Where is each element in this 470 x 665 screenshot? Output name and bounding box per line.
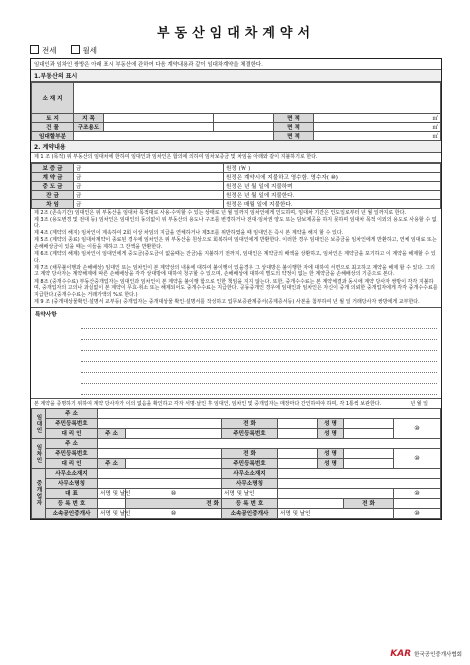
special-terms-line[interactable] [81,373,437,384]
lessor-name-label: 성 명 [318,418,344,428]
broker-reg-no-label: 등 록 번 호 [46,498,98,508]
section-property-heading: 1.부동산의 표시 [31,70,441,82]
lessee-name-label: 성 명 [318,448,344,458]
broker-office-name-label: 사무소명칭 [46,478,98,488]
balance-label: 잔 금 [32,190,74,199]
leased-part-field[interactable] [74,132,274,141]
page-title: 부동산임대차계약서 [156,26,316,41]
contract-money-field[interactable]: 금 [74,172,224,181]
seal-icon: ⑩ [394,418,441,438]
lessor-label: 임대인 [32,408,46,438]
clause-3: 제 3조 (용도변경 및 전대 등) 임차인은 임대인의 동의없이 위 부동산의 용도나 구조를 변경하거나 전대·임차권 양도 또는 담보제공을 하지 못하며 임대차 목적 이외의 용도로 사용할 수 없다. [34,216,437,230]
clause-7: 제 7조 (채무불이행과 손해배상) 임대인 또는 임차인이 본 계약상의 내용에 대하여 불이행이 있을경우 그 상대방은 불이행한 자에 대하여 서면으로 최고하고 계약을 해제 할 수 있다. 그리고 계약 당사자는 계약해제에 따른 손해배상을 각각 상대방에 대하여 청구할 수 있으며, 손해배상에 대하여 별도의 약정이 없는 한 계약금을 손해배상의 기준으로 본다. [34,264,436,278]
leased-area-field[interactable]: ㎡ [314,132,441,141]
leased-part-label: 임대할부분 [32,132,74,141]
lessee-agent-name-label: 성 명 [318,458,344,468]
middle-payment-field[interactable]: 금 [74,181,224,190]
clause-8: 제 8조 (중개수수료) 부동산중개업자는 임대인과 임차인이 본 계약을 불이행 함으로 인한 책임을 지지 않는다. 또한, 중개수수료는 본 계약체결과 동시에 계약 당사자 쌍방이 각각 지불하며, 중개업자의 고의나 과실없이 본 계약이 무효·취소 또는 해제되어도 중개수수료는 지급한다. 공동중개인 경우에 임대인과 임차인은 자신이 중개 의뢰한 중개업자에게 각각 중개수수료를 지급한다.(중개수수료는 거래가액의 %로 한다.) [34,278,438,298]
broker-office-name-field[interactable] [98,478,222,488]
seal-icon: ⑩ [394,448,441,468]
lessor-agent-label: 대 리 인 [46,428,98,438]
option-jeonse[interactable]: 전세 [30,45,57,56]
broker-assoc-label: 소속공인중개사 [46,508,98,518]
option-wolse[interactable]: 월세 [71,45,98,56]
broker-rep-sign-label: 서명 및 날인 [98,488,126,498]
lessor-address-field[interactable] [98,408,441,418]
broker-office-addr-field[interactable] [98,468,222,478]
intro-text: 임대인과 임차인 쌍방은 아래 표시 부동산에 관하여 다음 계약내용과 같이 임대차계약을 체결한다. [31,59,441,70]
clause-9: 제 9 조 (중개대상물확인·설명서 교부등) 중개업자는 중개대상물 확인·설명서를 작성하고 업무보증관계증서(공제증서등) 사본을 첨부하여 년 월 일 거래당사자 쌍방에게 교부한다. [34,298,420,305]
middle-payment-note: 원정은 년 월 일에 지불하며 [224,181,441,190]
clause-5: 제 5조 (계약의 종료) 임대차계약이 종료된 경우에 임차인은 위 부동산을 원상으로 회복하여 임대인에게 반환한다. 이러한 경우 임대인은 보증금을 임차인에게 반환하고, 연체 임대료 또는 손해배상금이 있을 때는 이들을 제하고 그 잔액을 반환한다. [34,237,437,251]
spacer-cell [214,123,274,132]
special-terms-section[interactable] [31,307,441,398]
rent-label: 차 임 [32,199,74,208]
lessee-name-field[interactable] [344,448,394,458]
lessee-agent-address-field[interactable] [126,458,222,468]
lessee-agent-name-field[interactable] [344,458,394,468]
building-area-label: 면 적 [274,123,314,132]
balance-field[interactable]: 금 [74,190,224,199]
lessor-agent-name-field[interactable] [344,428,394,438]
middle-payment-label: 중 도 금 [32,181,74,190]
jimok-field[interactable] [104,114,214,123]
lessee-address-label: 주 소 [46,438,98,448]
contract-money-note: 원정은 계약시에 지불하고 영수함. 영수자( ⑩) [224,172,441,181]
property-table [31,82,441,141]
clause-6: 제 6조 (계약의 해제) 임차인이 임대인에게 중도금(중도금이 없을때는 잔금)을 지불하기 전까지, 임대인은 계약금의 배액을 상환하고, 임차인은 계약금을 포기하고 이 계약을 해제할 수 있다. [34,251,436,264]
money-table [31,163,441,209]
contract-date[interactable]: 년 월 일 [410,400,428,407]
lessee-label: 임차인 [32,438,46,468]
seal-icon: ⑩ [126,488,222,498]
broker2-phone-label: 전 화 [344,498,394,508]
special-terms-line[interactable] [81,329,437,340]
structure-label: 구조용도 [74,123,104,132]
location-label: 소 재 지 [32,83,74,114]
special-terms-line[interactable] [81,318,437,329]
broker-phone-label: 전 화 [126,498,222,508]
seal-icon: ⑩ [394,488,441,498]
land-area-field[interactable]: ㎡ [314,114,441,123]
broker2-reg-no-field[interactable] [278,498,344,508]
broker2-office-name-field[interactable] [278,478,441,488]
lessor-phone-field[interactable] [278,418,318,428]
broker-assoc-sign-label: 서명 및 날인 [98,508,126,518]
broker-rep-label: 대 표 [46,488,98,498]
special-terms-line[interactable] [81,362,437,373]
lessor-address-label: 주 소 [46,408,98,418]
lessee-rrn-field[interactable] [98,448,222,458]
broker2-rep-sign-label: 서명 및 날인 [222,488,278,498]
clauses [31,209,441,307]
lessor-agent-name-label: 성 명 [318,428,344,438]
lessee-phone-label: 전 화 [222,448,278,458]
lessor-phone-label: 전 화 [222,418,278,428]
building-label: 건 물 [32,123,74,132]
lessee-address-field[interactable] [98,438,441,448]
deposit-note: 원정 (￦ ) [224,163,441,172]
structure-field[interactable] [104,123,214,132]
lessee-agent-rrn-field[interactable] [278,458,318,468]
spacer-cell [214,114,274,123]
special-terms-line[interactable] [81,340,437,351]
signature-table [31,408,441,519]
deposit-field[interactable]: 금 [74,163,224,172]
lessee-rrn-label: 주민등록번호 [46,448,98,458]
building-area-field[interactable]: ㎡ [314,123,441,132]
contract-frame [30,58,442,520]
broker-reg-no-field[interactable] [98,498,126,508]
broker2-reg-no-label: 등 록 번 호 [222,498,278,508]
broker2-assoc-label: 소속공인중개사 [222,508,278,518]
lessor-agent-rrn-label: 주민등록번호 [222,428,278,438]
checkbox-icon[interactable] [71,45,80,54]
footer [390,649,462,659]
land-area-label: 면 적 [274,114,314,123]
lessor-agent-rrn-field[interactable] [278,428,318,438]
seal-icon: ⑩ [394,508,441,518]
lessee-agent-rrn-label: 주민등록번호 [222,458,278,468]
contract-money-label: 계 약 금 [32,172,74,181]
lessor-agent-address-field[interactable] [126,428,222,438]
leased-area-label: 면 적 [274,132,314,141]
article-1: 제 1 조 (목적) 위 부동산의 임대차에 한하여 임대인과 임차인은 합의에 의하여 임차보증금 및 차임을 아래와 같이 지불하기로 한다. [31,153,441,163]
association-logo-icon: KAR [390,649,412,659]
lessee-phone-field[interactable] [278,448,318,458]
checkbox-icon[interactable] [30,45,39,54]
broker2-office-addr-label: 사무소소재지 [222,468,278,478]
broker2-rep-field[interactable] [278,488,394,498]
lessor-rrn-field[interactable] [98,418,222,428]
broker-label: 중개업자 [32,468,46,518]
lessor-name-field[interactable] [344,418,394,428]
section-contract-heading: 2. 계약내용 [31,141,441,153]
lessor-rrn-label: 주민등록번호 [46,418,98,428]
lessee-agent-label: 대 리 인 [46,458,98,468]
association-name: 한국공인중개사협회 [414,652,462,658]
clause-4: 제 4조 (계약의 해지) 임차인이 계속하여 2회 이상 차임의 지급을 연체하거나 제3조를 위반하였을 때 임대인은 즉시 본 계약을 해지 할 수 있다. [34,230,344,237]
contract-page [30,22,442,520]
deposit-label: 보 증 금 [32,163,74,172]
balance-note: 원정은 년 월 일에 지불한다. [224,190,441,199]
rent-field[interactable]: 금 [74,199,224,208]
location-field[interactable] [74,83,441,114]
jimok-label: 지 목 [74,114,104,123]
rent-note: 원정은 매월 일에 지불한다. [224,199,441,208]
special-terms-line[interactable] [81,351,437,362]
clause-2: 제 2조 (존속기간) 임대인은 위 부동산을 임대차 목적대로 사용·수익할 수 있는 상태로 년 월 일까지 임차인에게 인도하며, 임대차 기간은 인도일로부터 년 월 일까지로 한다. [34,209,407,216]
broker-office-addr-label: 사무소소재지 [46,468,98,478]
broker2-office-addr-field[interactable] [278,468,441,478]
seal-icon: ⑩ [126,508,222,518]
broker2-office-name-label: 사무소명칭 [222,478,278,488]
broker2-assoc-sign-label: 서명 및 날인 [278,508,394,518]
broker2-phone-field[interactable] [394,498,441,508]
special-terms-line[interactable] [81,384,437,395]
contract-type-options [30,45,442,56]
lessor-agent-address-label: 주 소 [98,428,126,438]
closing-text: 본 계약을 증명하기 위하여 계약 당사자가 이의 없음을 확인하고 각자 서명·날인 후 임대인, 임차인 및 중개업자는 매장마다 간인하여야 하며, 각 1통씩 보관한다. 년 월 일 [31,398,441,408]
special-terms-label: 특약사항 [35,311,57,318]
lessee-agent-address-label: 주 소 [98,458,126,468]
land-label: 토 지 [32,114,74,123]
